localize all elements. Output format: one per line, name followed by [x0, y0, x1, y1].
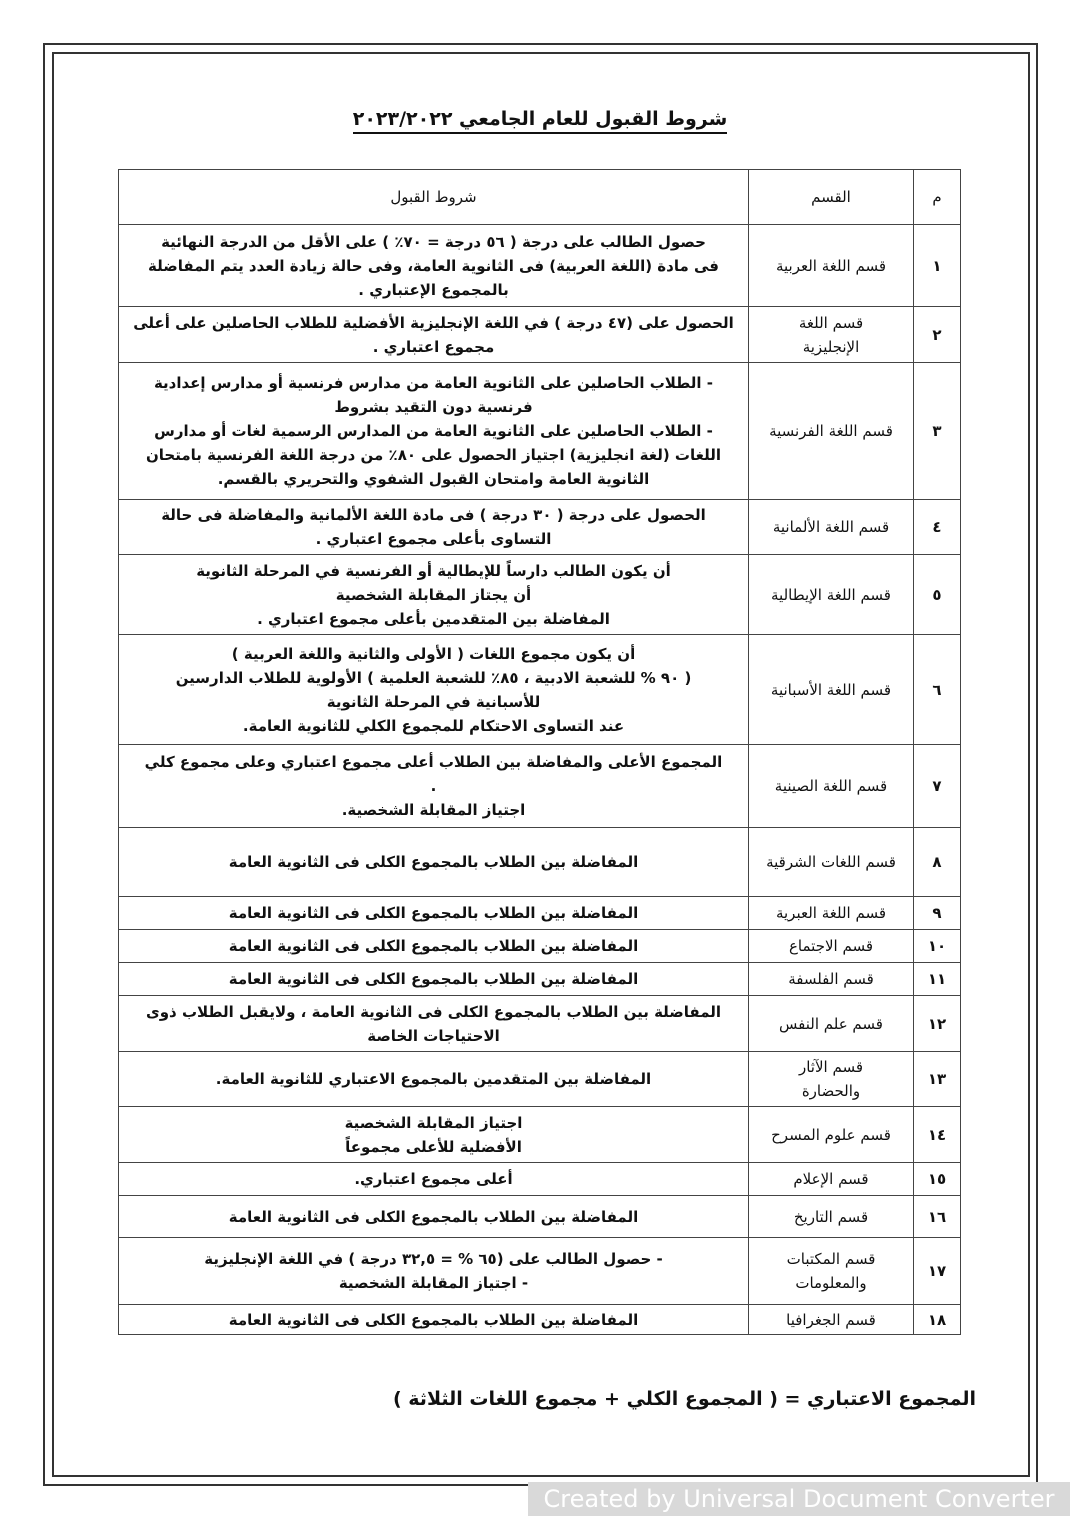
cell-dept: قسم اللغة الإنجليزية [749, 307, 914, 363]
table-row [119, 996, 961, 1052]
cell-dept: قسم اللغة الفرنسية [749, 363, 914, 500]
cell-num: ٥ [914, 555, 961, 635]
cell-cond: - حصول الطالب على (٦٥ % = ٣٢,٥ درجة ) في اللغة الإنجليزية - اجتياز المقابلة الشخصية [119, 1238, 749, 1305]
cell-dept: قسم الآثار والحضارة [749, 1052, 914, 1107]
title-text: شروط القبول للعام الجامعي ٢٠٢٣/٢٠٢٢ [353, 108, 728, 134]
cell-dept: قسم اللغة الإيطالية [749, 555, 914, 635]
cell-dept: قسم اللغة الصينية [749, 745, 914, 828]
table-row [119, 897, 961, 930]
table-row [119, 555, 961, 635]
table-row [119, 1238, 961, 1305]
table-row [119, 930, 961, 963]
cell-dept: قسم التاريخ [749, 1196, 914, 1238]
cell-num: ١٠ [914, 930, 961, 963]
cell-cond: المفاضلة بين الطلاب بالمجموع الكلى فى الثانوية العامة [119, 930, 749, 963]
cell-dept: قسم الجغرافيا [749, 1305, 914, 1335]
header-cond: شروط القبول [119, 170, 749, 225]
table-row [119, 500, 961, 555]
table-row [119, 1163, 961, 1196]
cell-cond: المفاضلة بين الطلاب بالمجموع الكلى فى الثانوية العامة [119, 828, 749, 897]
cell-num: ١١ [914, 963, 961, 996]
cell-cond: الحصول على درجة ( ٣٠ درجة ) فى مادة اللغة الألمانية والمفاضلة فى حالة التساوى بأعلى مجموع اعتباري . [119, 500, 749, 555]
cell-num: ٧ [914, 745, 961, 828]
cell-dept: قسم اللغة الأسبانية [749, 635, 914, 745]
formula-note: المجموع الاعتباري = ( المجموع الكلي + مجموع اللغات الثلاثة ) [392, 1388, 976, 1410]
table-row [119, 363, 961, 500]
table-row [119, 225, 961, 307]
cell-num: ٦ [914, 635, 961, 745]
cell-num: ٨ [914, 828, 961, 897]
table-row [119, 745, 961, 828]
cell-dept: قسم اللغات الشرقية [749, 828, 914, 897]
table-row [119, 635, 961, 745]
cell-num: ٢ [914, 307, 961, 363]
cell-dept: قسم الإعلام [749, 1163, 914, 1196]
cell-num: ١٣ [914, 1052, 961, 1107]
cell-cond: حصول الطالب على درجة ( ٥٦ درجة = ٧٠٪ ) على الأقل من الدرجة النهائية فى مادة (اللغة العربية) فى الثانوية العامة، وفى حالة زيادة العدد يتم المفاضلة بالمجموع الإعتباري . [119, 225, 749, 307]
table-header-row [119, 170, 961, 225]
cell-cond: المفاضلة بين الطلاب بالمجموع الكلى فى الثانوية العامة [119, 1196, 749, 1238]
admission-table [118, 169, 961, 1335]
cell-dept: قسم اللغة العربية [749, 225, 914, 307]
cell-dept: قسم علم النفس [749, 996, 914, 1052]
cell-cond: المفاضلة بين الطلاب بالمجموع الكلى فى الثانوية العامة [119, 1305, 749, 1335]
cell-num: ١٨ [914, 1305, 961, 1335]
table-row [119, 1107, 961, 1163]
cell-dept: قسم الفلسفة [749, 963, 914, 996]
cell-num: ٩ [914, 897, 961, 930]
cell-dept: قسم علوم المسرح [749, 1107, 914, 1163]
table-row [119, 1305, 961, 1335]
watermark: Created by Universal Document Converter [528, 1482, 1070, 1516]
cell-num: ١٢ [914, 996, 961, 1052]
cell-dept: قسم اللغة الألمانية [749, 500, 914, 555]
cell-cond: المفاضلة بين الطلاب بالمجموع الكلى فى الثانوية العامة [119, 963, 749, 996]
table-row [119, 828, 961, 897]
cell-cond: أن يكون الطالب دارساً للإيطالية أو الفرنسية في المرحلة الثانوية أن يجتاز المقابلة الشخصية المفاضلة بين المتقدمين بأعلى مجموع اعتباري . [119, 555, 749, 635]
cell-num: ١٥ [914, 1163, 961, 1196]
header-dept: القسم [749, 170, 914, 225]
cell-dept: قسم المكتبات والمعلومات [749, 1238, 914, 1305]
table-row [119, 963, 961, 996]
cell-cond: - الطلاب الحاصلين على الثانوية العامة من مدارس فرنسية أو مدارس إعدادية فرنسية دون التقيد بشروط - الطلاب الحاصلين على الثانوية العامة من المدارس الرسمية لغات أو مدارس اللغات (لغة انجليزية) اجتياز الحصول على ٨٠٪ من درجة اللغة الفرنسية بامتحان الثانوية العامة وامتحان القبول الشفوي والتحريري بالقسم. [119, 363, 749, 500]
table-row [119, 1052, 961, 1107]
cell-dept: قسم اللغة العبرية [749, 897, 914, 930]
cell-cond: أن يكون مجموع اللغات ( الأولى والثانية واللغة العربية ) ( ٩٠ % للشعبة الادبية ، ٨٥٪ للشعبة العلمية ) الأولوية للطلاب الدارسين للأسبانية في المرحلة الثانوية عند التساوى الاحتكام للمجموع الكلي للثانوية العامة. [119, 635, 749, 745]
cell-cond: المفاضلة بين المتقدمين بالمجموع الاعتباري للثانوية العامة. [119, 1052, 749, 1107]
cell-num: ١٧ [914, 1238, 961, 1305]
document-title [0, 108, 1080, 130]
cell-cond: الحصول على (٤٧ درجة ) في اللغة الإنجليزية الأفضلية للطلاب الحاصلين على أعلى مجموع اعتباري . [119, 307, 749, 363]
cell-num: ٣ [914, 363, 961, 500]
cell-num: ٤ [914, 500, 961, 555]
header-num: م [914, 170, 961, 225]
cell-cond: أعلى مجموع اعتباري. [119, 1163, 749, 1196]
cell-num: ١ [914, 225, 961, 307]
cell-cond: المجموع الأعلى والمفاضلة بين الطلاب أعلى مجموع اعتباري وعلى مجموع كلي . اجتياز المقابلة الشخصية. [119, 745, 749, 828]
table-row [119, 1196, 961, 1238]
cell-num: ١٦ [914, 1196, 961, 1238]
cell-cond: المفاضلة بين الطلاب بالمجموع الكلى فى الثانوية العامة [119, 897, 749, 930]
cell-cond: المفاضلة بين الطلاب بالمجموع الكلى فى الثانوية العامة ، ولايقبل الطلاب ذوى الاحتياجات الخاصة [119, 996, 749, 1052]
cell-num: ١٤ [914, 1107, 961, 1163]
cell-dept: قسم الاجتماع [749, 930, 914, 963]
table-row [119, 307, 961, 363]
cell-cond: اجتياز المقابلة الشخصية الأفضلية للأعلى مجموعاً [119, 1107, 749, 1163]
